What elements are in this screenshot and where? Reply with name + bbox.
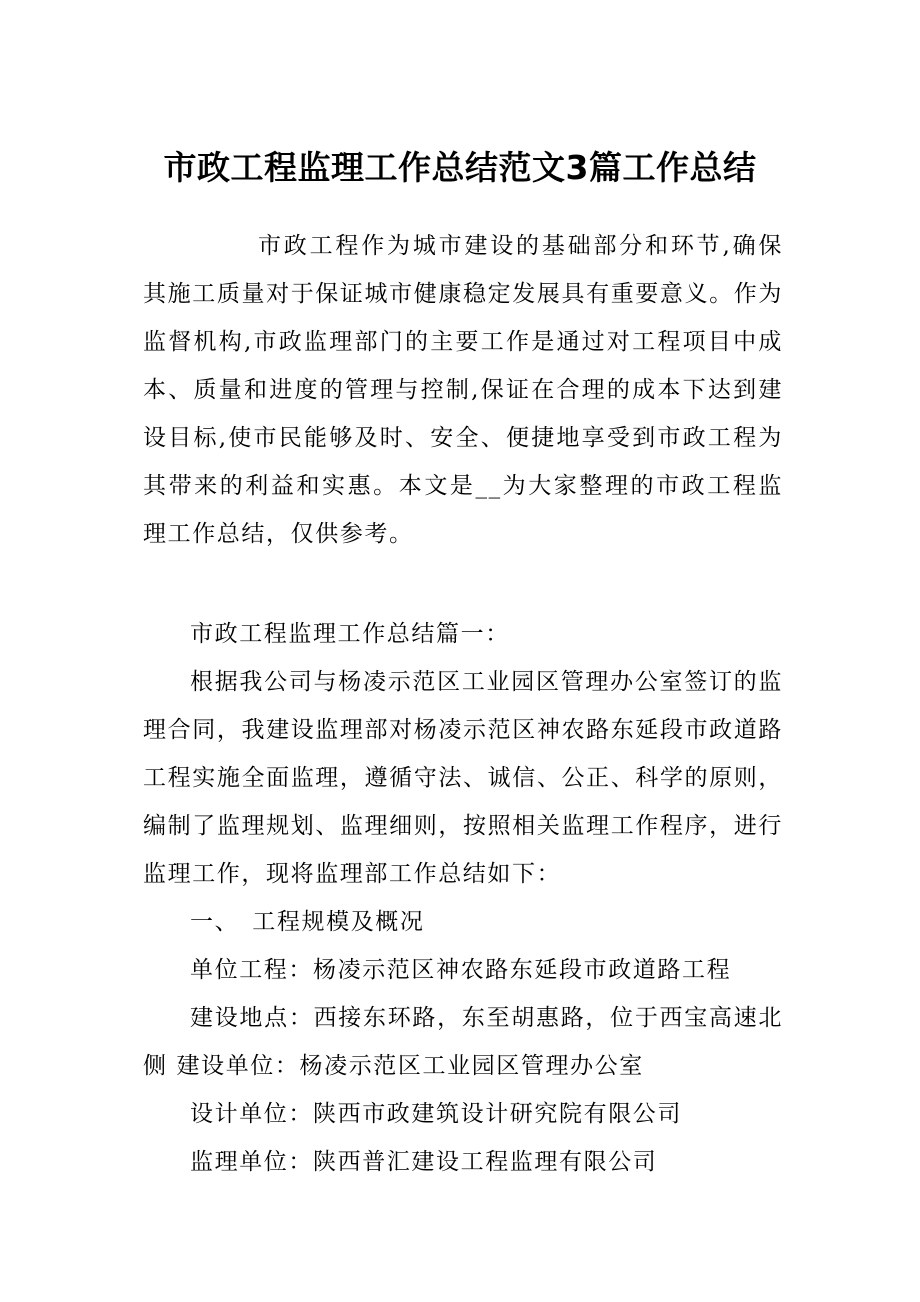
location-paragraph: 建设地点：西接东环路，东至胡惠路，位于西宝高速北侧 建设单位：杨凌示范区工业园区管理办公室 — [143, 1005, 783, 1079]
design-unit-line: 设计单位：陕西市政建筑设计研究院有限公司 — [190, 1101, 682, 1127]
document-title: 市政工程监理工作总结范文3篇工作总结 — [163, 148, 757, 187]
subheading-project-scale: 一、 工程规模及概况 — [190, 909, 425, 935]
section-heading: 市政工程监理工作总结篇一： — [190, 621, 510, 647]
body-paragraph: 根据我公司与杨凌示范区工业园区管理办公室签订的监理合同，我建设监理部对杨凌示范区神农路东延段市政道路工程实施全面监理，遵循守法、诚信、公正、科学的原则，编制了监理规划、监理细则，按照相关监理工作程序，进行监理工作，现将监理部工作总结如下： — [143, 669, 783, 887]
unit-project-line: 单位工程：杨凌示范区神农路东延段市政道路工程 — [190, 957, 732, 983]
supervision-unit-line: 监理单位：陕西普汇建设工程监理有限公司 — [190, 1149, 658, 1175]
intro-paragraph: 市政工程作为城市建设的基础部分和环节,确保其施工质量对于保证城市健康稳定发展具有重要意义。作为监督机构,市政监理部门的主要工作是通过对工程项目中成本、质量和进度的管理与控制,保证在合理的成本下达到建设目标,使市民能够及时、安全、便捷地享受到市政工程为其带来的利益和实惠。本文是__为大家整理的市政工程监理工作总结，仅供参考。 — [143, 233, 783, 547]
